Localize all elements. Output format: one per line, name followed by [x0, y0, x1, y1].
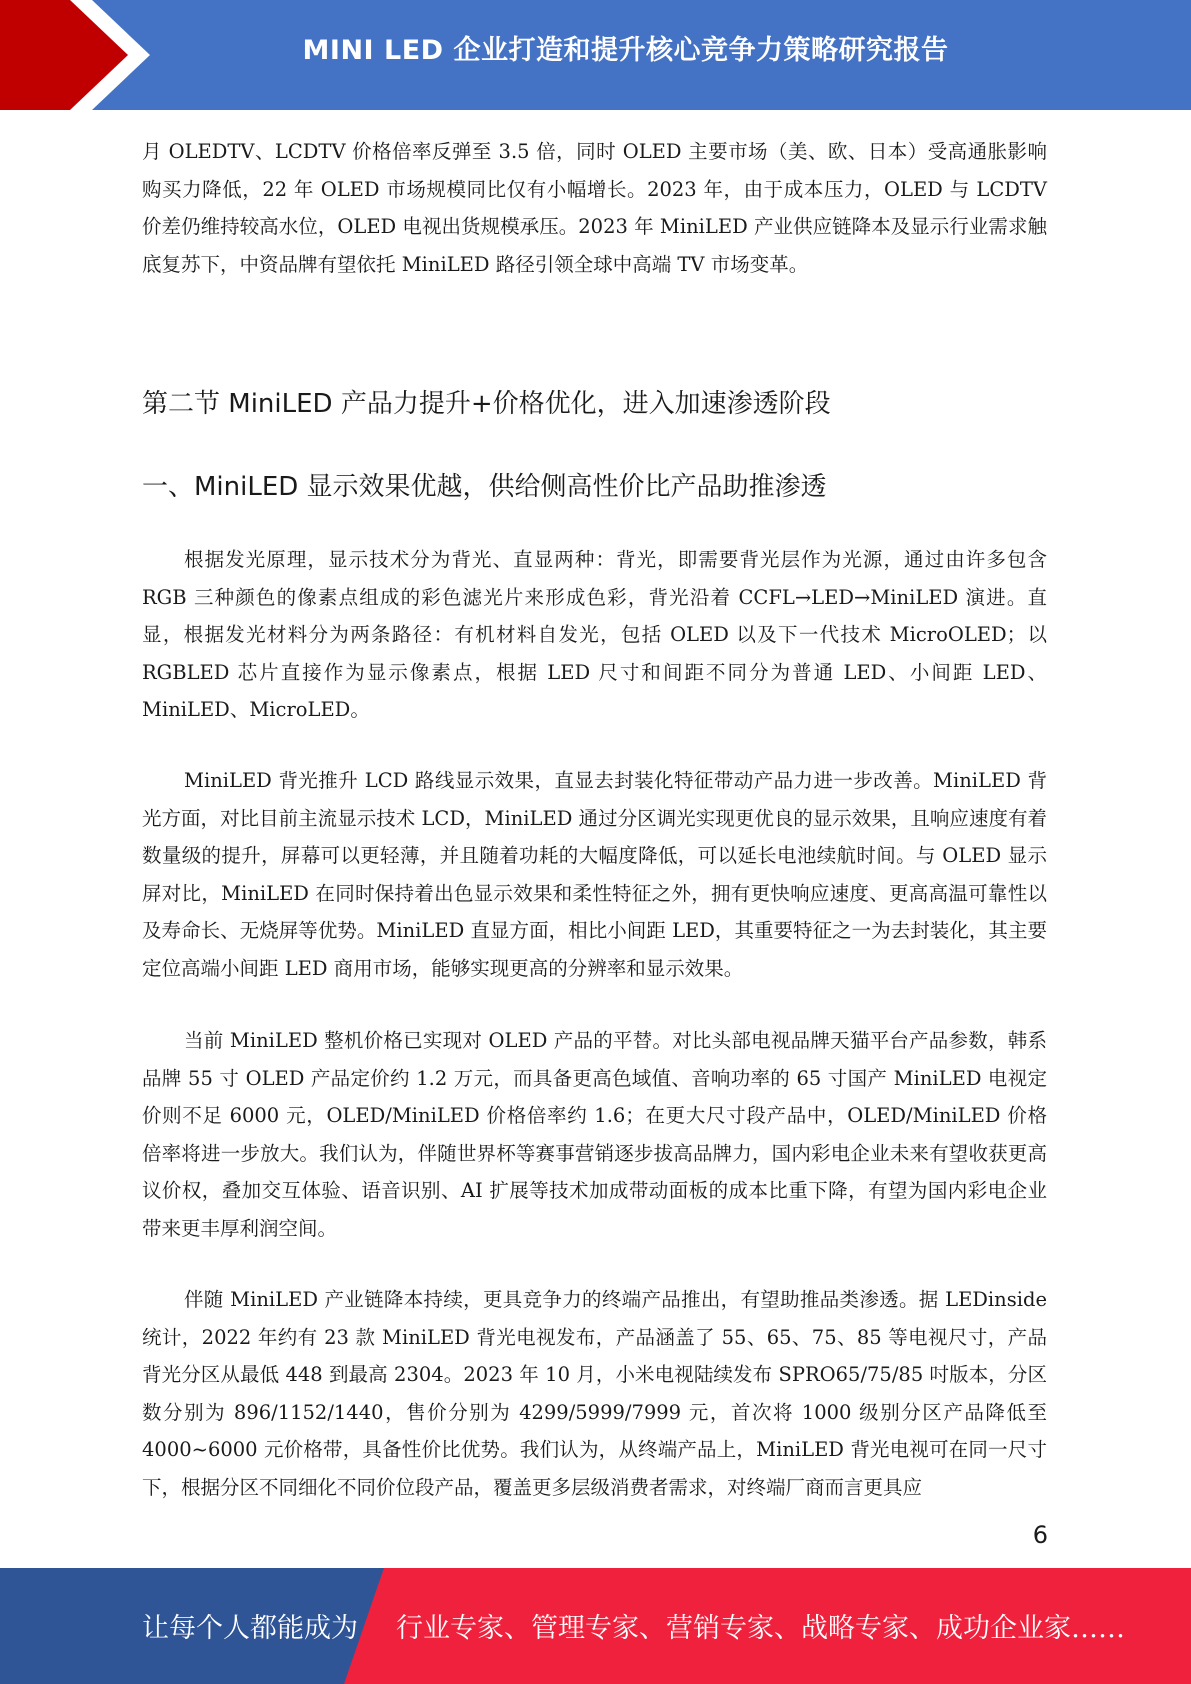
intro-paragraph: 月 OLEDTV、LCDTV 价格倍率反弹至 3.5 倍，同时 OLED 主要市场（美、欧、日本）受高通胀影响购买力降低，22 年 OLED 市场规模同比仅有小幅增长。2023 年，由于成本压力，OLED 与 LCDTV 价差仍维持较高水位，OLED 电视出货规模承压。2023 年 MiniLED 产业供应链降本及显示行业需求触底复苏下，中资品牌有望依托 MiniLED 路径引领全球中高端 TV 市场变革。 [142, 140, 1047, 276]
paragraph-block-4 [142, 1281, 1047, 1506]
header-title: MINI LED 企业打造和提升核心竞争力策略研究报告 [302, 35, 949, 66]
footer-slogan-left: 让每个人都能成为 [142, 1613, 358, 1644]
paragraph-block-1 [142, 541, 1047, 729]
body-paragraph-3: 当前 MiniLED 整机价格已实现对 OLED 产品的平替。对比头部电视品牌天猫平台产品参数，韩系品牌 55 寸 OLED 产品定价约 1.2 万元，而具备更高色域值、音响功率的 65 寸国产 MiniLED 电视定价则不足 6000 元，OLED/MiniLED 价格倍率约 1.6；在更大尺寸段产品中，OLED/MiniLED 价格倍率将进一步放大。我们认为，伴随世界杯等赛事营销逐步拔高品牌力，国内彩电企业未来有望收获更高议价权，叠加交互体验、语音识别、AI 扩展等技术加成带动面板的成本比重下降，有望为国内彩电企业带来更丰厚利润空间。 [142, 1029, 1047, 1240]
body-paragraph-2: MiniLED 背光推升 LCD 路线显示效果，直显去封装化特征带动产品力进一步改善。MiniLED 背光方面，对比目前主流显示技术 LCD，MiniLED 通过分区调光实现更优良的显示效果，且响应速度有着数量级的提升，屏幕可以更轻薄，并且随着功耗的大幅度降低，可以延长电池续航时间。与 OLED 显示屏对比，MiniLED 在同时保持着出色显示效果和柔性特征之外，拥有更快响应速度、更高高温可靠性以及寿命长、无烧屏等优势。MiniLED 直显方面，相比小间距 LED，其重要特征之一为去封装化，其主要定位高端小间距 LED 商用市场，能够实现更高的分辨率和显示效果。 [142, 769, 1047, 980]
subsection-heading: 一、MiniLED 显示效果优越，供给侧高性价比产品助推渗透 [142, 472, 827, 502]
body-paragraph-1: 根据发光原理，显示技术分为背光、直显两种：背光，即需要背光层作为光源，通过由许多包含 RGB 三种颜色的像素点组成的彩色滤光片来形成色彩，背光沿着 CCFL→LED→MiniLED 演进。直显，根据发光材料分为两条路径：有机材料自发光，包括 OLED 以及下一代技术 MicroOLED；以 RGBLED 芯片直接作为显示像素点，根据 LED 尺寸和间距不同分为普通 LED、小间距 LED、MiniLED、MicroLED。 [142, 548, 1047, 721]
page-footer [0, 1568, 1191, 1684]
footer-slogan-right: 行业专家、管理专家、营销专家、战略专家、成功企业家…… [396, 1613, 1125, 1644]
paragraph-block-2 [142, 762, 1047, 987]
page-number: 6 [1032, 1521, 1048, 1549]
paragraph-block-3 [142, 1022, 1047, 1247]
document-body [142, 133, 1047, 283]
section-heading: 第二节 MiniLED 产品力提升+价格优化，进入加速渗透阶段 [142, 389, 831, 419]
page-header [0, 0, 1191, 110]
body-paragraph-4: 伴随 MiniLED 产业链降本持续，更具竞争力的终端产品推出，有望助推品类渗透。据 LEDinside 统计，2022 年约有 23 款 MiniLED 背光电视发布，产品涵盖了 55、65、75、85 等电视尺寸，产品背光分区从最低 448 到最高 2304。2023 年 10 月，小米电视陆续发布 SPRO65/75/85 吋版本，分区数分别为 896/1152/1440，售价分别为 4299/5999/7999 元，首次将 1000 级别分区产品降低至 4000~6000 元价格带，具备性价比优势。我们认为，从终端产品上，MiniLED 背光电视可在同一尺寸下，根据分区不同细化不同价位段产品，覆盖更多层级消费者需求，对终端厂商而言更具应 [142, 1288, 1047, 1499]
